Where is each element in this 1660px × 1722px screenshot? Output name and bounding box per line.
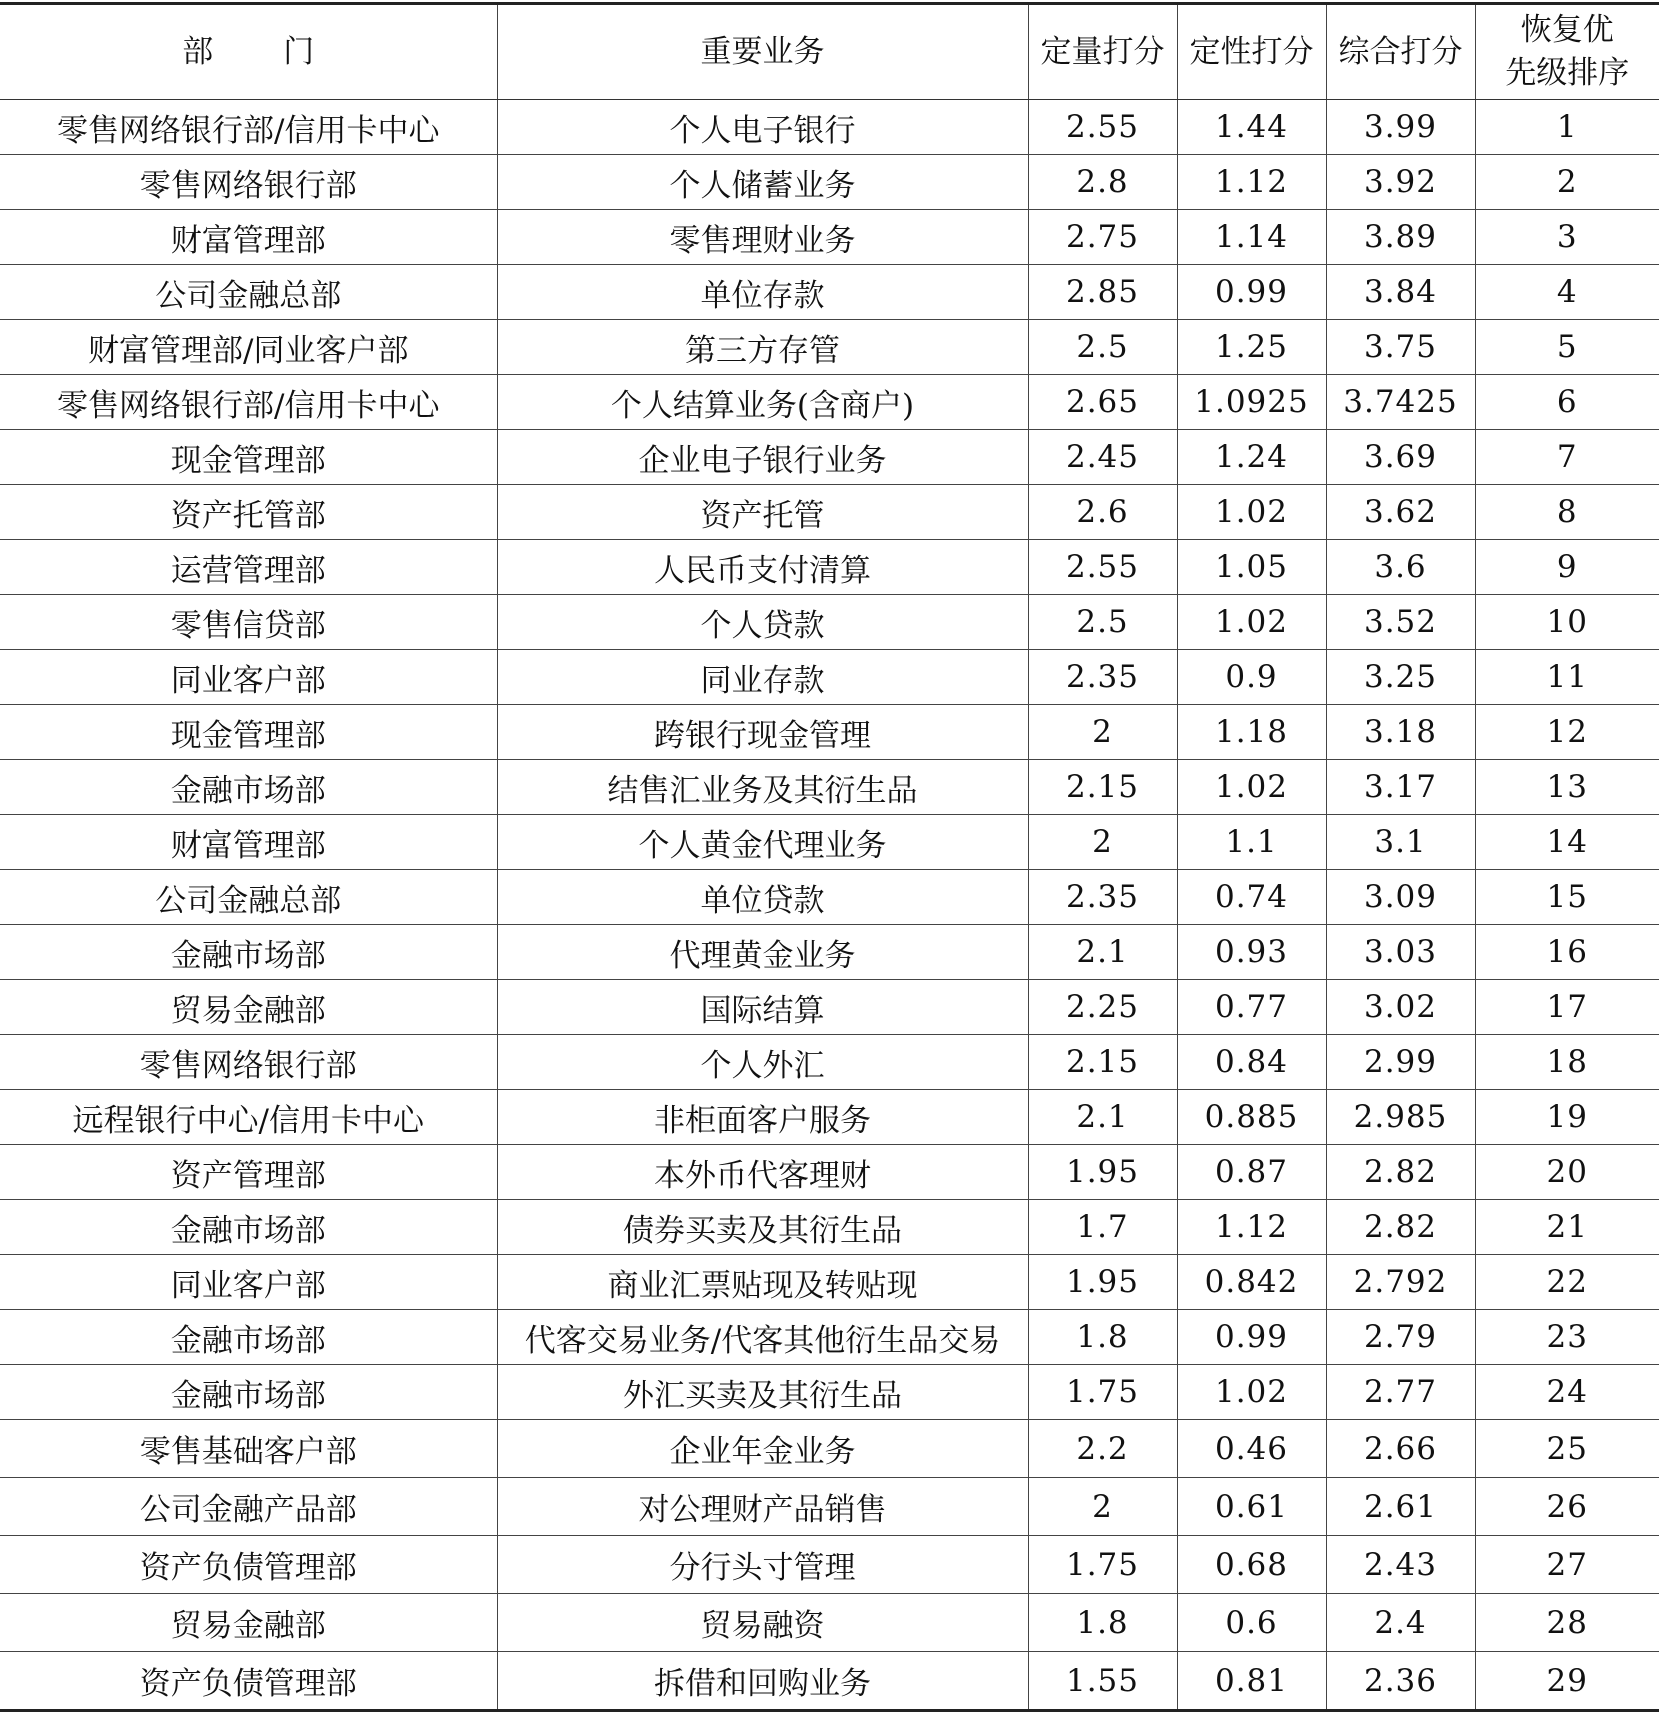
cell-department: 同业客户部 [0, 1255, 497, 1310]
cell-total-score: 3.99 [1326, 100, 1475, 155]
cell-quant-score: 1.95 [1028, 1255, 1177, 1310]
cell-priority-rank: 5 [1475, 320, 1659, 375]
cell-department: 资产托管部 [0, 485, 497, 540]
cell-priority-rank: 10 [1475, 595, 1659, 650]
cell-priority-rank: 23 [1475, 1310, 1659, 1365]
cell-quant-score: 2 [1028, 705, 1177, 760]
cell-business: 单位贷款 [497, 870, 1028, 925]
cell-department: 现金管理部 [0, 705, 497, 760]
cell-qual-score: 0.46 [1177, 1420, 1326, 1478]
cell-total-score: 2.792 [1326, 1255, 1475, 1310]
table-row [0, 870, 1659, 925]
cell-business: 个人贷款 [497, 595, 1028, 650]
cell-priority-rank: 20 [1475, 1145, 1659, 1200]
cell-qual-score: 1.02 [1177, 595, 1326, 650]
cell-business: 第三方存管 [497, 320, 1028, 375]
cell-qual-score: 1.14 [1177, 210, 1326, 265]
cell-business: 外汇买卖及其衍生品 [497, 1365, 1028, 1420]
header-department-char-1: 部 [182, 34, 214, 70]
cell-quant-score: 1.75 [1028, 1365, 1177, 1420]
cell-qual-score: 1.05 [1177, 540, 1326, 595]
cell-department: 金融市场部 [0, 760, 497, 815]
cell-total-score: 2.66 [1326, 1420, 1475, 1478]
table-row [0, 210, 1659, 265]
cell-priority-rank: 27 [1475, 1536, 1659, 1594]
cell-quant-score: 1.8 [1028, 1310, 1177, 1365]
cell-priority-rank: 9 [1475, 540, 1659, 595]
cell-total-score: 2.985 [1326, 1090, 1475, 1145]
table-row [0, 1478, 1659, 1536]
cell-quant-score: 2.55 [1028, 540, 1177, 595]
cell-qual-score: 0.99 [1177, 1310, 1326, 1365]
table-row [0, 375, 1659, 430]
cell-quant-score: 2.65 [1028, 375, 1177, 430]
cell-department: 金融市场部 [0, 925, 497, 980]
cell-qual-score: 1.02 [1177, 1365, 1326, 1420]
cell-department: 零售网络银行部 [0, 1035, 497, 1090]
cell-business: 代客交易业务/代客其他衍生品交易 [497, 1310, 1028, 1365]
table-row [0, 1145, 1659, 1200]
cell-priority-rank: 17 [1475, 980, 1659, 1035]
cell-total-score: 3.1 [1326, 815, 1475, 870]
cell-priority-rank: 14 [1475, 815, 1659, 870]
cell-business: 人民币支付清算 [497, 540, 1028, 595]
cell-total-score: 3.69 [1326, 430, 1475, 485]
cell-qual-score: 0.842 [1177, 1255, 1326, 1310]
cell-department: 财富管理部/同业客户部 [0, 320, 497, 375]
cell-business: 拆借和回购业务 [497, 1652, 1028, 1711]
table-row [0, 540, 1659, 595]
cell-business: 本外币代客理财 [497, 1145, 1028, 1200]
cell-priority-rank: 3 [1475, 210, 1659, 265]
cell-qual-score: 0.77 [1177, 980, 1326, 1035]
cell-quant-score: 2.5 [1028, 595, 1177, 650]
cell-department: 零售基础客户部 [0, 1420, 497, 1478]
cell-business: 企业年金业务 [497, 1420, 1028, 1478]
table-row [0, 320, 1659, 375]
header-department-char-2: 门 [283, 34, 315, 70]
cell-qual-score: 1.24 [1177, 430, 1326, 485]
cell-business: 个人储蓄业务 [497, 155, 1028, 210]
cell-department: 零售网络银行部/信用卡中心 [0, 100, 497, 155]
cell-department: 资产负债管理部 [0, 1536, 497, 1594]
cell-business: 国际结算 [497, 980, 1028, 1035]
cell-total-score: 3.75 [1326, 320, 1475, 375]
cell-priority-rank: 24 [1475, 1365, 1659, 1420]
cell-qual-score: 0.99 [1177, 265, 1326, 320]
table-row [0, 705, 1659, 760]
cell-total-score: 2.82 [1326, 1145, 1475, 1200]
cell-total-score: 3.25 [1326, 650, 1475, 705]
cell-business: 个人外汇 [497, 1035, 1028, 1090]
cell-qual-score: 0.93 [1177, 925, 1326, 980]
cell-priority-rank: 13 [1475, 760, 1659, 815]
cell-department: 贸易金融部 [0, 980, 497, 1035]
cell-business: 跨银行现金管理 [497, 705, 1028, 760]
cell-priority-rank: 12 [1475, 705, 1659, 760]
cell-quant-score: 2 [1028, 1478, 1177, 1536]
table-row [0, 925, 1659, 980]
cell-business: 债券买卖及其衍生品 [497, 1200, 1028, 1255]
cell-qual-score: 0.84 [1177, 1035, 1326, 1090]
cell-total-score: 3.03 [1326, 925, 1475, 980]
table-row [0, 595, 1659, 650]
cell-priority-rank: 28 [1475, 1594, 1659, 1652]
table-row [0, 1536, 1659, 1594]
cell-priority-rank: 18 [1475, 1035, 1659, 1090]
cell-department: 金融市场部 [0, 1365, 497, 1420]
cell-department: 现金管理部 [0, 430, 497, 485]
cell-qual-score: 1.12 [1177, 155, 1326, 210]
cell-qual-score: 0.74 [1177, 870, 1326, 925]
cell-qual-score: 1.0925 [1177, 375, 1326, 430]
cell-business: 贸易融资 [497, 1594, 1028, 1652]
cell-qual-score: 0.87 [1177, 1145, 1326, 1200]
table-row [0, 1310, 1659, 1365]
cell-total-score: 3.62 [1326, 485, 1475, 540]
cell-qual-score: 0.9 [1177, 650, 1326, 705]
cell-business: 个人电子银行 [497, 100, 1028, 155]
cell-quant-score: 2.25 [1028, 980, 1177, 1035]
header-quant-score: 定量打分 [1028, 4, 1177, 100]
table-row [0, 265, 1659, 320]
cell-total-score: 2.43 [1326, 1536, 1475, 1594]
cell-quant-score: 2.1 [1028, 1090, 1177, 1145]
cell-total-score: 3.52 [1326, 595, 1475, 650]
cell-business: 同业存款 [497, 650, 1028, 705]
cell-department: 运营管理部 [0, 540, 497, 595]
cell-qual-score: 0.885 [1177, 1090, 1326, 1145]
cell-quant-score: 2 [1028, 815, 1177, 870]
cell-business: 对公理财产品销售 [497, 1478, 1028, 1536]
cell-priority-rank: 4 [1475, 265, 1659, 320]
cell-priority-rank: 16 [1475, 925, 1659, 980]
cell-business: 个人黄金代理业务 [497, 815, 1028, 870]
table-row [0, 760, 1659, 815]
cell-department: 财富管理部 [0, 815, 497, 870]
cell-quant-score: 2.45 [1028, 430, 1177, 485]
cell-priority-rank: 21 [1475, 1200, 1659, 1255]
table-row [0, 155, 1659, 210]
cell-total-score: 3.92 [1326, 155, 1475, 210]
cell-total-score: 3.7425 [1326, 375, 1475, 430]
table-row [0, 1594, 1659, 1652]
cell-department: 公司金融产品部 [0, 1478, 497, 1536]
cell-priority-rank: 26 [1475, 1478, 1659, 1536]
header-rank-line1: 恢复优 [1520, 12, 1614, 48]
cell-priority-rank: 1 [1475, 100, 1659, 155]
cell-priority-rank: 22 [1475, 1255, 1659, 1310]
cell-quant-score: 2.35 [1028, 650, 1177, 705]
header-business: 重要业务 [497, 4, 1028, 100]
cell-business: 非柜面客户服务 [497, 1090, 1028, 1145]
cell-quant-score: 2.85 [1028, 265, 1177, 320]
cell-qual-score: 0.68 [1177, 1536, 1326, 1594]
cell-department: 同业客户部 [0, 650, 497, 705]
cell-department: 资产管理部 [0, 1145, 497, 1200]
cell-total-score: 3.02 [1326, 980, 1475, 1035]
cell-qual-score: 1.12 [1177, 1200, 1326, 1255]
cell-department: 金融市场部 [0, 1310, 497, 1365]
cell-total-score: 2.4 [1326, 1594, 1475, 1652]
cell-quant-score: 1.95 [1028, 1145, 1177, 1200]
header-department [0, 4, 497, 100]
header-row [0, 4, 1659, 100]
cell-priority-rank: 29 [1475, 1652, 1659, 1711]
cell-total-score: 2.99 [1326, 1035, 1475, 1090]
cell-priority-rank: 7 [1475, 430, 1659, 485]
cell-quant-score: 1.7 [1028, 1200, 1177, 1255]
cell-total-score: 2.77 [1326, 1365, 1475, 1420]
table-row [0, 980, 1659, 1035]
cell-quant-score: 2.2 [1028, 1420, 1177, 1478]
cell-qual-score: 0.6 [1177, 1594, 1326, 1652]
priority-table [0, 2, 1659, 1712]
table-row [0, 1365, 1659, 1420]
cell-department: 零售信贷部 [0, 595, 497, 650]
cell-quant-score: 2.8 [1028, 155, 1177, 210]
cell-total-score: 3.18 [1326, 705, 1475, 760]
table-row [0, 485, 1659, 540]
cell-quant-score: 1.75 [1028, 1536, 1177, 1594]
cell-qual-score: 0.61 [1177, 1478, 1326, 1536]
table-row [0, 815, 1659, 870]
cell-department: 远程银行中心/信用卡中心 [0, 1090, 497, 1145]
header-priority-rank [1475, 4, 1659, 100]
cell-department: 财富管理部 [0, 210, 497, 265]
cell-department: 资产负债管理部 [0, 1652, 497, 1711]
cell-priority-rank: 6 [1475, 375, 1659, 430]
header-total-score: 综合打分 [1326, 4, 1475, 100]
table-row [0, 430, 1659, 485]
cell-quant-score: 2.35 [1028, 870, 1177, 925]
cell-department: 零售网络银行部 [0, 155, 497, 210]
cell-priority-rank: 19 [1475, 1090, 1659, 1145]
cell-department: 公司金融总部 [0, 870, 497, 925]
cell-business: 企业电子银行业务 [497, 430, 1028, 485]
cell-quant-score: 2.6 [1028, 485, 1177, 540]
cell-total-score: 2.79 [1326, 1310, 1475, 1365]
cell-quant-score: 2.5 [1028, 320, 1177, 375]
cell-priority-rank: 25 [1475, 1420, 1659, 1478]
table-row [0, 100, 1659, 155]
table-row [0, 1090, 1659, 1145]
cell-department: 贸易金融部 [0, 1594, 497, 1652]
table-body [0, 100, 1659, 1711]
cell-quant-score: 2.75 [1028, 210, 1177, 265]
cell-business: 单位存款 [497, 265, 1028, 320]
cell-department: 金融市场部 [0, 1200, 497, 1255]
cell-business: 结售汇业务及其衍生品 [497, 760, 1028, 815]
cell-qual-score: 1.44 [1177, 100, 1326, 155]
cell-qual-score: 1.1 [1177, 815, 1326, 870]
cell-business: 个人结算业务(含商户) [497, 375, 1028, 430]
cell-quant-score: 2.55 [1028, 100, 1177, 155]
cell-business: 分行头寸管理 [497, 1536, 1028, 1594]
cell-priority-rank: 15 [1475, 870, 1659, 925]
cell-priority-rank: 8 [1475, 485, 1659, 540]
cell-total-score: 2.36 [1326, 1652, 1475, 1711]
table-row [0, 1652, 1659, 1711]
cell-quant-score: 1.8 [1028, 1594, 1177, 1652]
cell-department: 零售网络银行部/信用卡中心 [0, 375, 497, 430]
cell-qual-score: 0.81 [1177, 1652, 1326, 1711]
cell-total-score: 3.6 [1326, 540, 1475, 595]
cell-qual-score: 1.02 [1177, 485, 1326, 540]
table-wrapper [0, 2, 1660, 1712]
cell-priority-rank: 11 [1475, 650, 1659, 705]
cell-total-score: 3.89 [1326, 210, 1475, 265]
cell-quant-score: 1.55 [1028, 1652, 1177, 1711]
cell-business: 商业汇票贴现及转贴现 [497, 1255, 1028, 1310]
table-row [0, 1420, 1659, 1478]
cell-total-score: 2.61 [1326, 1478, 1475, 1536]
table-row [0, 1255, 1659, 1310]
header-rank-line2: 先级排序 [1505, 55, 1630, 91]
table-row [0, 1035, 1659, 1090]
cell-business: 代理黄金业务 [497, 925, 1028, 980]
cell-quant-score: 2.15 [1028, 1035, 1177, 1090]
cell-total-score: 3.84 [1326, 265, 1475, 320]
cell-priority-rank: 2 [1475, 155, 1659, 210]
cell-total-score: 3.17 [1326, 760, 1475, 815]
cell-qual-score: 1.25 [1177, 320, 1326, 375]
table-row [0, 1200, 1659, 1255]
cell-total-score: 3.09 [1326, 870, 1475, 925]
table-row [0, 650, 1659, 705]
cell-business: 零售理财业务 [497, 210, 1028, 265]
cell-qual-score: 1.02 [1177, 760, 1326, 815]
cell-total-score: 2.82 [1326, 1200, 1475, 1255]
cell-quant-score: 2.15 [1028, 760, 1177, 815]
cell-quant-score: 2.1 [1028, 925, 1177, 980]
cell-business: 资产托管 [497, 485, 1028, 540]
cell-qual-score: 1.18 [1177, 705, 1326, 760]
header-qual-score: 定性打分 [1177, 4, 1326, 100]
cell-department: 公司金融总部 [0, 265, 497, 320]
